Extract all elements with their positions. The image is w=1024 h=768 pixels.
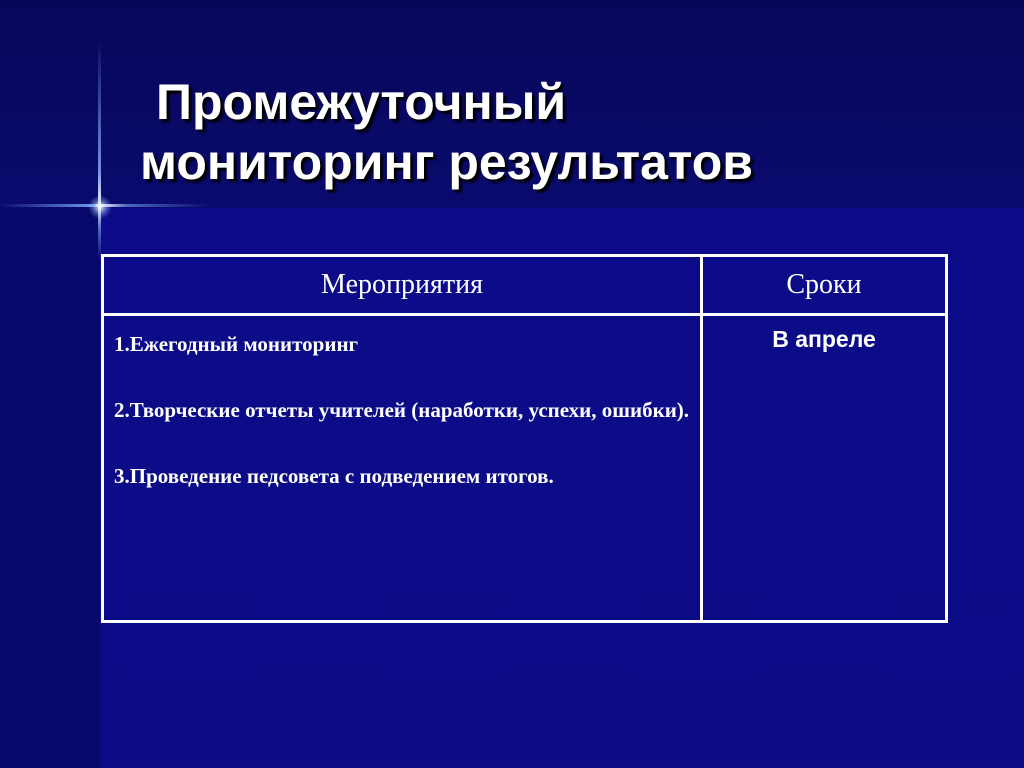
dates-cell: В апреле (702, 315, 947, 622)
event-item: 3.Проведение педсовета с подведением итогов. (114, 464, 554, 488)
event-item: 2.Творческие отчеты учителей (наработки, успехи, ошибки). (114, 398, 690, 422)
header-dates: Сроки (702, 256, 947, 315)
table-header-row (103, 256, 947, 315)
slide-title-line-1: Промежуточный (156, 74, 567, 130)
table-row (103, 315, 947, 622)
decorative-glow (88, 195, 112, 219)
slide-background-left (0, 208, 100, 768)
slide-title-line-2: мониторинг результатов (140, 134, 753, 190)
events-cell (103, 315, 702, 622)
monitoring-table (101, 254, 948, 623)
header-events: Мероприятия (103, 256, 702, 315)
decorative-vertical-line (98, 40, 101, 260)
event-item: 1.Ежегодный мониторинг (114, 332, 359, 356)
slide-title (140, 72, 1000, 192)
